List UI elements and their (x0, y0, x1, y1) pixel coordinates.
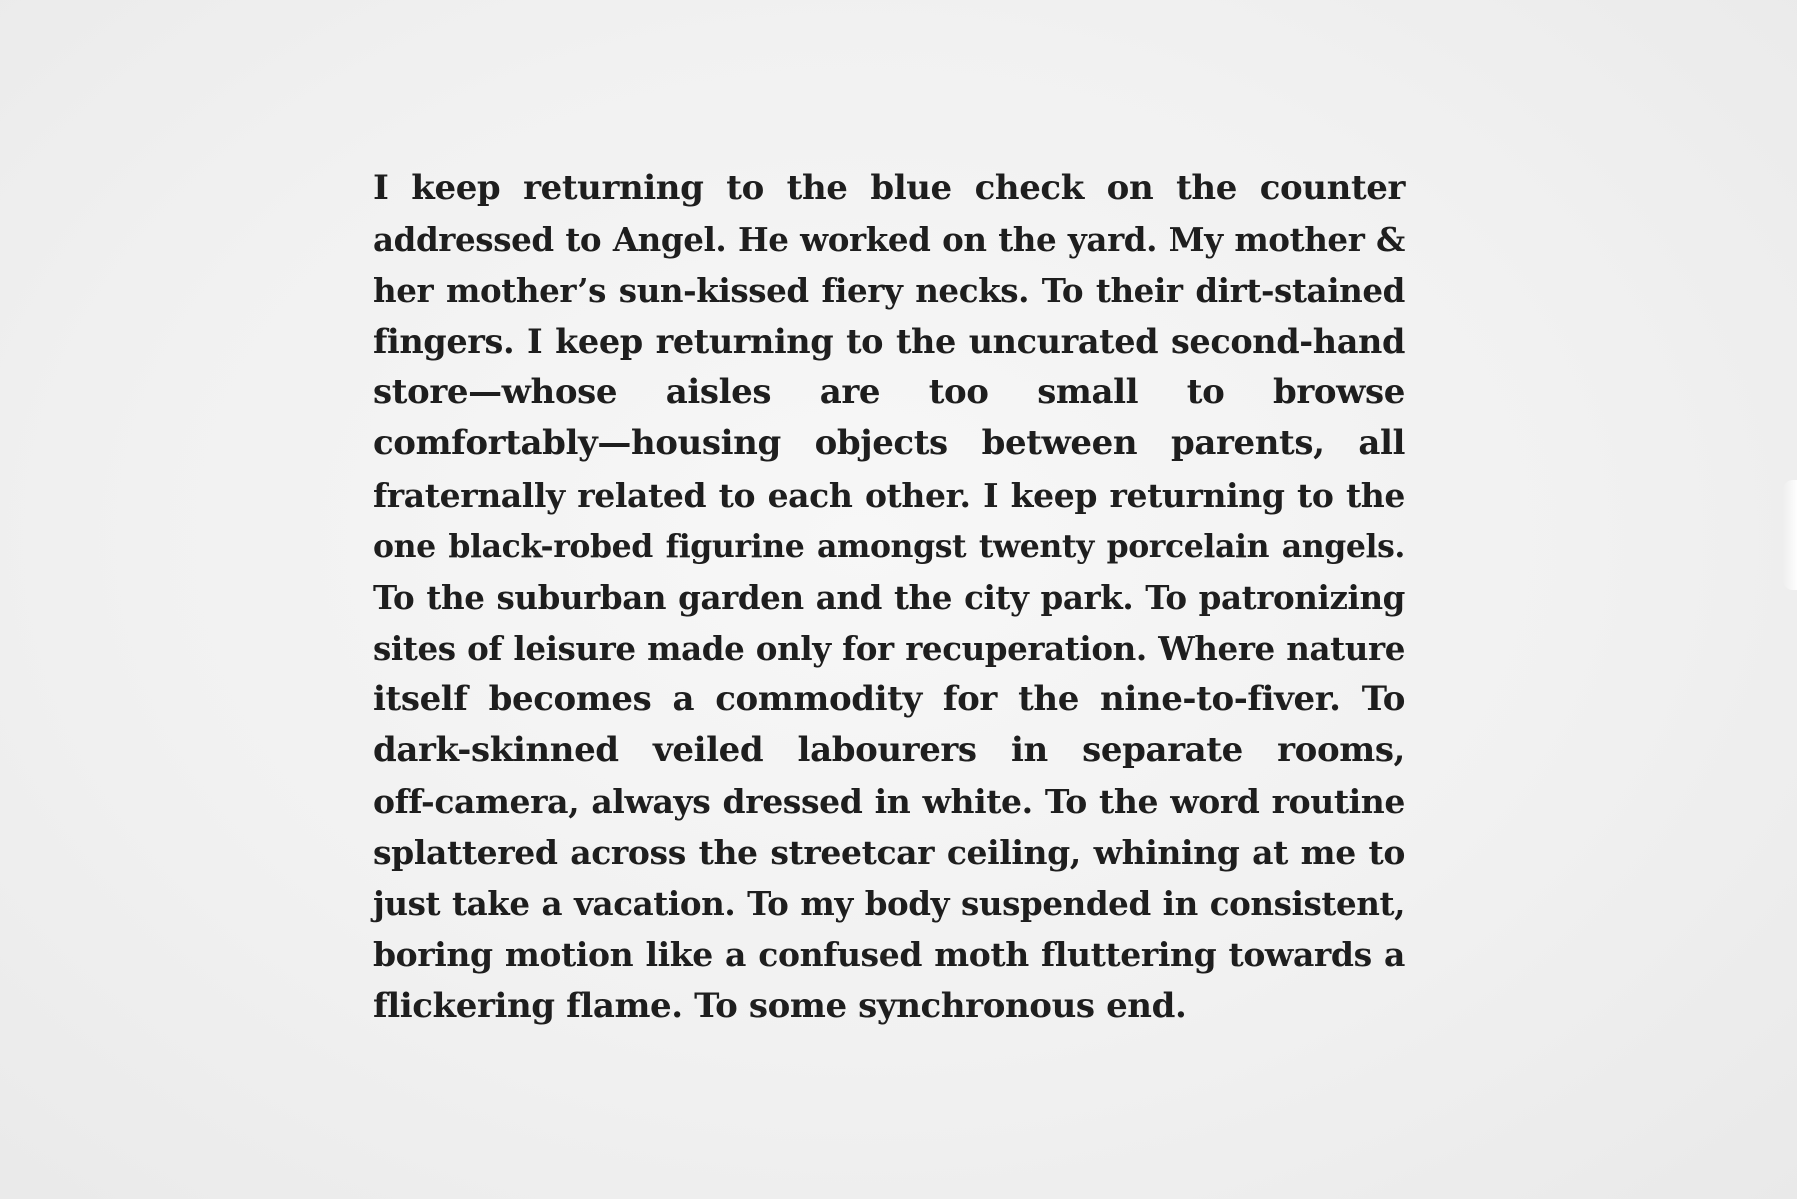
text-line: I keep returning to the blue check on the counter (373, 168, 1405, 208)
text-line: boring motion like a confused moth fluttering towards a (373, 935, 1405, 975)
text-line: splattered across the streetcar ceiling, whining at me to (373, 833, 1405, 873)
wall-text-block (373, 163, 1405, 1032)
text-line: store—whose aisles are too small to browse (373, 372, 1405, 413)
text-line: flickering flame. To some synchronous end. (373, 985, 1187, 1026)
text-line: itself becomes a commodity for the nine-to-fiver. To (373, 678, 1405, 719)
text-line: just take a vacation. To my body suspended in consistent, (373, 884, 1405, 924)
text-line: To the suburban garden and the city park. To patronizing (373, 577, 1405, 617)
text-line: sites of leisure made only for recuperation. Where nature (373, 628, 1405, 668)
text-line: her mother’s sun-kissed fiery necks. To their dirt-stained (373, 271, 1405, 311)
text-line: one black-robed figurine amongst twenty porcelain angels. (373, 527, 1405, 565)
text-line: off-camera, always dressed in white. To the word routine (373, 782, 1405, 822)
text-line: fraternally related to each other. I keep returning to the (373, 475, 1405, 515)
text-line: comfortably—housing objects between parents, all (373, 423, 1405, 464)
text-line: dark-skinned veiled labourers in separate rooms, (373, 730, 1405, 771)
text-line: fingers. I keep returning to the uncurated second-hand (373, 322, 1405, 362)
text-line: addressed to Angel. He worked on the yard. My mother & (373, 220, 1405, 260)
wall-edge-highlight (1783, 480, 1797, 590)
